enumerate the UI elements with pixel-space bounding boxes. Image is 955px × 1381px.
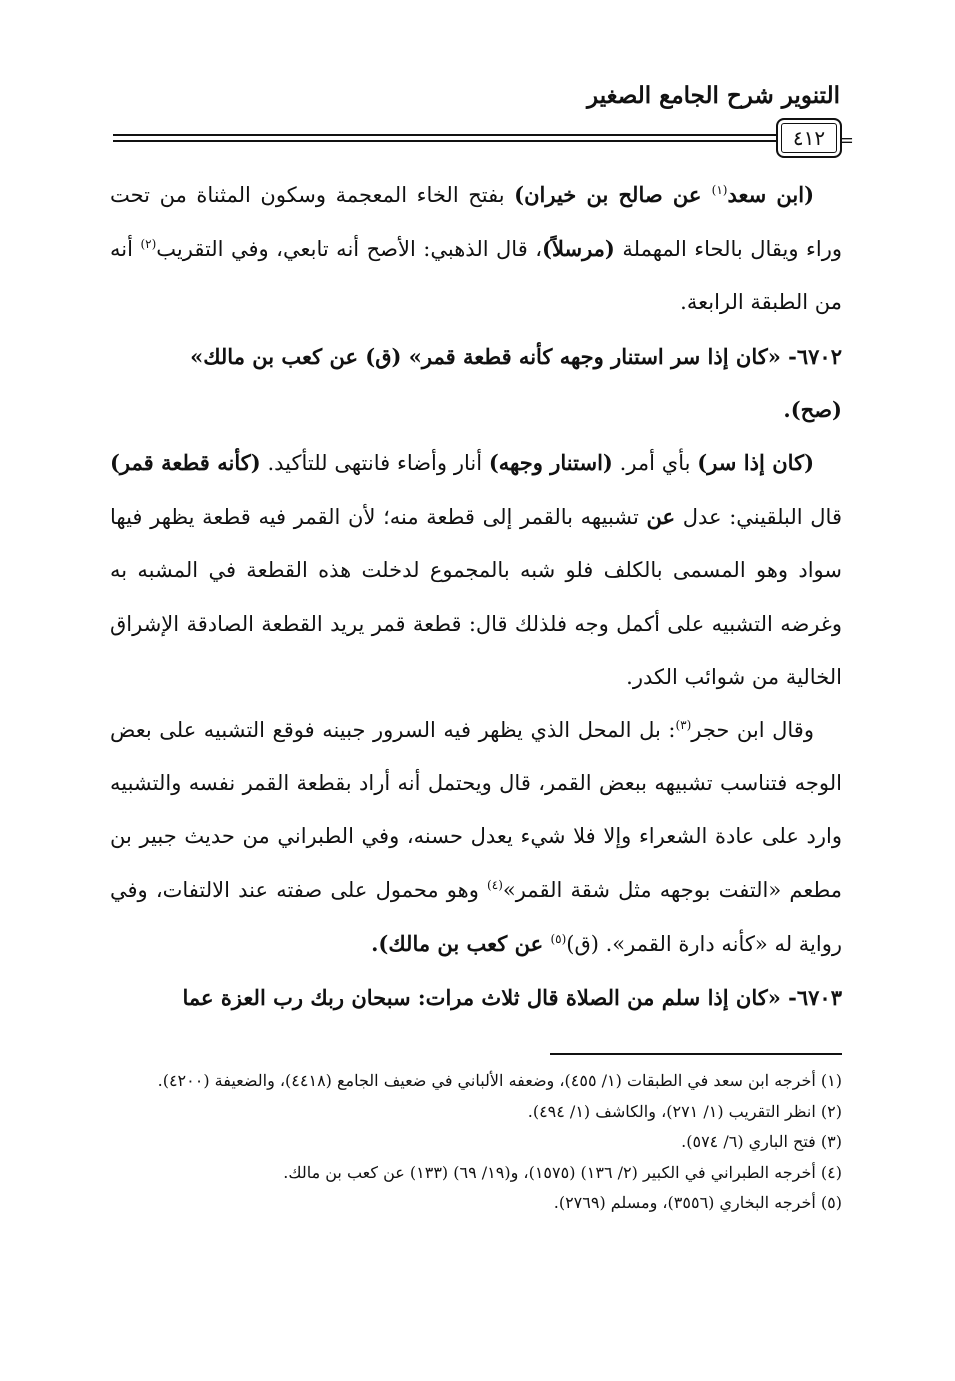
text-jabinuhu: : بل المحل الذي يظهر فيه السرور جبينه فوقع التشبيه على بعض الوجه فتناسب تشبيهه ببعض القمر، قال ويحتمل أنه أراد بقطعة القمر نفسه والتشبيه وارد على عادة الشعراء وإلا فلا شيء يعدل حسنه، وفي الطبراني من حديث جبير بن مطعم «التفت بوجهه مثل شقة القمر»: [110, 718, 842, 902]
text-anara: أنار وأضاء فانتهى للتأكيد.: [260, 451, 489, 476]
text-mursal: (مرسلاً): [542, 236, 615, 262]
text-bulqini: قال البلقيني: عدل: [675, 505, 842, 530]
footnote-3: (٣) فتح الباري (٦/ ٥٧٤).: [681, 1132, 842, 1151]
header-rule-bottom: [113, 140, 823, 142]
paragraph-ibn-hajar: [110, 704, 842, 971]
text-kana-idha-surra: (كان إذا سر): [697, 450, 815, 476]
text-bi-ayy-amr: بأي أمر.: [612, 451, 698, 476]
text-explanation: بفتح الخاء المعجمة وسكون المثناة من تحت وراء ويقال بالحاء المهملة: [110, 183, 842, 262]
hadith-6702-text: ٦٧٠٢- «كان إذا سر استنار وجهه كأنه قطعة قمر» (ق) عن كعب بن مالك»: [190, 343, 842, 369]
footnote-ref-1: (١): [711, 183, 728, 197]
text-tashbih: تشبيهه بالقمر إلى قطعة منه؛ لأن القمر فيه قطعة يظهر فيها سواد وهو المسمى بالكلف فلو شبه بالمجموع لدخلت هذه القطعة في المشبه به وغرضه التشبيه على أكمل وجه فلذلك قال: قطعة قمر يريد القطعة الصادقة الإشراق الخالية من شوائب الكدر.: [110, 505, 842, 689]
footnote-ref-3: (٣): [675, 718, 692, 733]
main-text: [110, 168, 842, 1024]
page-number-box: [776, 118, 842, 158]
text-istanara-wajhuhu: (استنار وجهه): [488, 450, 613, 476]
footnote-ref-2: (٢): [140, 237, 157, 252]
footnote-separator: [550, 1053, 842, 1055]
footnote-ref-4: (٤): [487, 877, 503, 892]
footnote-4: (٤) أخرجه الطبراني في الكبير (٢/ ١٣٦) (١٥٧٥)، و(١٩/ ٦٩) (١٣٣) عن كعب بن مالك.: [283, 1162, 842, 1182]
text-tabaqa: أنه من الطبقة الرابعة.: [110, 237, 842, 315]
running-title: التنوير شرح الجامع الصغير: [587, 82, 840, 109]
text-kaab-ibn-malik: عن كعب بن مالك).: [371, 930, 551, 956]
text-ibn-hajar: وقال ابن حجر: [691, 718, 814, 743]
text-iltifat: وهو محمول على صفته عند الالتفات، وفي رواية له «كأنه دارة القمر». (ق): [110, 877, 842, 956]
header-rule-top: [113, 134, 823, 136]
text-salih-ibn-khayran: عن صالح بن خيران): [514, 182, 712, 207]
hadith-6702-grade: (صح).: [783, 396, 842, 422]
header-ornament: =: [838, 130, 854, 151]
text-ibn-saad: (ابن سعد: [727, 182, 815, 207]
hadith-6702-heading: [110, 330, 842, 383]
text-kaannahu-qitat-qamar: (كأنه قطعة قمر): [110, 450, 261, 476]
footnote-ref-5: (٥): [550, 931, 567, 946]
text-dhahabi: ، قال الذهبي: الأصح أنه تابعي، وفي التقريب: [156, 237, 543, 262]
footnote-2: (٢) انظر التقريب (١/ ٢٧١)، والكاشف (١/ ٤٩٤).: [527, 1101, 842, 1121]
text-an: عن: [646, 504, 676, 530]
footnotes: [107, 1066, 842, 1219]
footnote-5: (٥) أخرجه البخاري (٣٥٥٦)، ومسلم (٢٧٦٩).: [553, 1193, 842, 1212]
hadith-6703-heading: [110, 971, 842, 1024]
page-number: ٤١٢: [792, 126, 826, 150]
hadith-6703-text: ٦٧٠٣- «كان إذا سلم من الصلاة قال ثلاث مرات: سبحان ربك رب العزة عما: [182, 985, 842, 1011]
paragraph-commentary-6702: [110, 436, 842, 704]
footnote-1: (١) أخرجه ابن سعد في الطبقات (١/ ٤٥٥)، وضعفه الألباني في ضعيف الجامع (٤٤١٨)، والضعيفة (٤٢٠٠).: [157, 1071, 842, 1090]
paragraph-ibn-saad: [110, 168, 842, 330]
